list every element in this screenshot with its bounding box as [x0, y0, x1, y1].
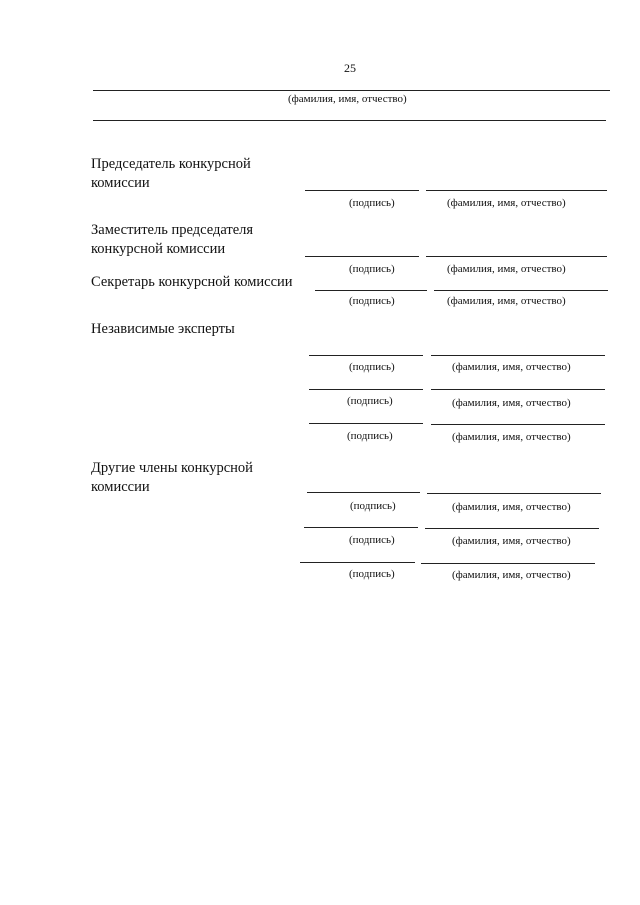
deputy-label-line2: конкурсной комиссии: [91, 241, 226, 257]
chairman-signature-caption: (подпись): [349, 197, 395, 209]
chairman-signature-line: [305, 190, 419, 191]
member-3-signature-line: [300, 562, 415, 563]
chairman-name-caption: (фамилия, имя, отчество): [447, 197, 566, 209]
expert-1-name-caption: (фамилия, имя, отчество): [452, 361, 571, 373]
expert-2-signature-caption: (подпись): [347, 395, 393, 407]
deputy-label-line1: Заместитель председателя: [91, 222, 254, 238]
header-name-caption: (фамилия, имя, отчество): [288, 93, 407, 105]
expert-1-signature-caption: (подпись): [349, 361, 395, 373]
others-label-line1: Другие члены конкурсной: [91, 460, 253, 476]
secretary-signature-line: [315, 290, 427, 291]
member-2-signature-caption: (подпись): [349, 534, 395, 546]
deputy-name-line: [426, 256, 607, 257]
expert-2-signature-line: [309, 389, 423, 390]
member-1-name-caption: (фамилия, имя, отчество): [452, 501, 571, 513]
member-1-signature-caption: (подпись): [350, 500, 396, 512]
secretary-label: Секретарь конкурсной комиссии: [91, 274, 293, 290]
member-2-name-caption: (фамилия, имя, отчество): [452, 535, 571, 547]
member-1-signature-line: [307, 492, 420, 493]
expert-3-name-line: [431, 424, 605, 425]
deputy-signature-line: [305, 256, 419, 257]
page-number: 25: [344, 61, 356, 75]
chairman-name-line: [426, 190, 607, 191]
experts-label: Независимые эксперты: [91, 321, 235, 337]
expert-2-name-caption: (фамилия, имя, отчество): [452, 397, 571, 409]
member-3-name-caption: (фамилия, имя, отчество): [452, 569, 571, 581]
deputy-name-caption: (фамилия, имя, отчество): [447, 263, 566, 275]
chairman-label-line2: комиссии: [91, 175, 150, 191]
secretary-name-caption: (фамилия, имя, отчество): [447, 295, 566, 307]
expert-1-signature-line: [309, 355, 423, 356]
member-1-name-line: [427, 493, 601, 494]
expert-3-name-caption: (фамилия, имя, отчество): [452, 431, 571, 443]
member-2-name-line: [425, 528, 599, 529]
expert-3-signature-caption: (подпись): [347, 430, 393, 442]
expert-2-name-line: [431, 389, 605, 390]
member-3-name-line: [421, 563, 595, 564]
deputy-signature-caption: (подпись): [349, 263, 395, 275]
header-second-line: [93, 120, 606, 121]
member-3-signature-caption: (подпись): [349, 568, 395, 580]
expert-1-name-line: [431, 355, 605, 356]
header-name-line: [93, 90, 610, 91]
chairman-label-line1: Председатель конкурсной: [91, 156, 251, 172]
secretary-signature-caption: (подпись): [349, 295, 395, 307]
member-2-signature-line: [304, 527, 418, 528]
expert-3-signature-line: [309, 423, 423, 424]
secretary-name-line: [434, 290, 608, 291]
others-label-line2: комиссии: [91, 479, 150, 495]
